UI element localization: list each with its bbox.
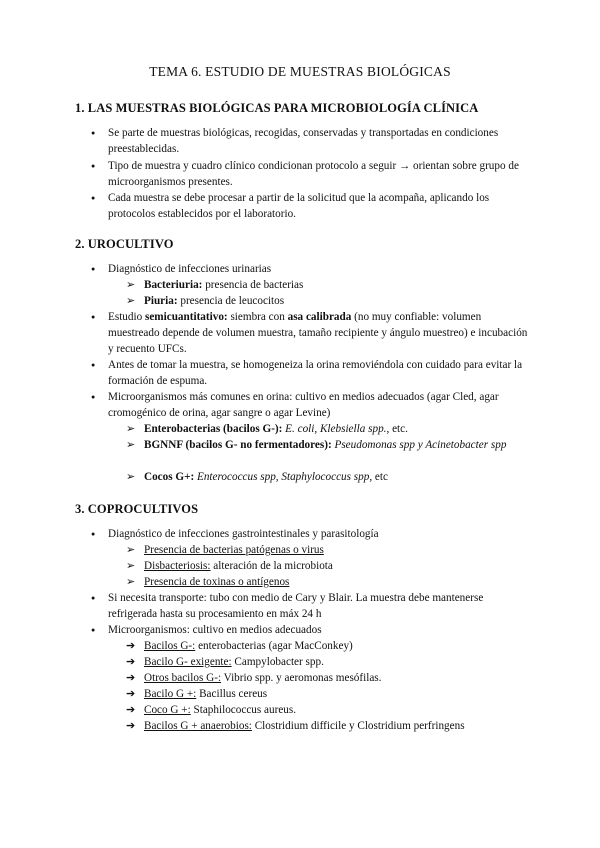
- arrowhead-bullet-icon: ➢: [126, 279, 136, 291]
- right-arrow-icon: ➔: [126, 640, 136, 652]
- list-item: ● Diagnóstico de infecciones gastrointestinales y parasitología: [108, 526, 528, 542]
- arrowhead-bullet-icon: ➢: [126, 560, 136, 572]
- arrowhead-bullet-icon: ➢: [126, 544, 136, 556]
- section-1-heading: 1. LAS MUESTRAS BIOLÓGICAS PARA MICROBIOLOGÍA CLÍNICA: [75, 101, 479, 115]
- sub-list-item: ➢ Piuria: presencia de leucocitos: [126, 295, 285, 307]
- arrowhead-bullet-icon: ➢: [126, 439, 136, 451]
- document-title: TEMA 6. ESTUDIO DE MUESTRAS BIOLÓGICAS: [149, 64, 451, 79]
- section-2-heading: 2. UROCULTIVO: [75, 237, 174, 251]
- list-item: ● Si necesita transporte: tubo con medio de Cary y Blair. La muestra debe mantenerse refrigerada hasta su procesamiento en máx 24 h: [108, 590, 528, 622]
- right-arrow-icon: ➔: [126, 688, 136, 700]
- list-item: ● Se parte de muestras biológicas, recogidas, conservadas y transportadas en condiciones preestablecidas.: [108, 125, 528, 157]
- right-arrow-icon: ➔: [126, 656, 136, 668]
- list-item: ● Tipo de muestra y cuadro clínico condicionan protocolo a seguir → orientan sobre grupo de microorganismos presentes.: [108, 158, 528, 190]
- sub-list-item: ➢ Cocos G+: Enterococcus spp, Staphylococcus spp, etc: [126, 471, 388, 483]
- list-item: ● Microorganismos: cultivo en medios adecuados: [108, 622, 528, 638]
- list-item: ● Microorganismos más comunes en orina: cultivo en medios adecuados (agar Cled, agar cromogénico de orina, agar sangre o agar Levine): [108, 389, 528, 421]
- arrowhead-bullet-icon: ➢: [126, 423, 136, 435]
- arrow-list-item: ➔ Coco G +: Staphilococcus aureus.: [126, 704, 297, 716]
- sub-list-item: ➢ Presencia de bacterias patógenas o virus: [126, 544, 324, 556]
- arrow-list-item: ➔ Otros bacilos G-: Vibrio spp. y aeromonas mesófilas.: [126, 672, 382, 684]
- list-item: ● Estudio semicuantitativo: siembra con asa calibrada (no muy confiable: volumen muestreado depende de volumen muestra, tamaño recipiente y ángulo muestreo) e incubación y recuento UFCs.: [108, 309, 528, 357]
- arrow-list-item: ➔ Bacilo G- exigente: Campylobacter spp.: [126, 656, 324, 668]
- list-item: ● Antes de tomar la muestra, se homogeneiza la orina removiéndola con cuidado para evitar la formación de espuma.: [108, 357, 528, 389]
- right-arrow-icon: ➔: [126, 672, 136, 684]
- arrow-list-item: ➔ Bacilos G-: enterobacterias (agar MacConkey): [126, 640, 353, 652]
- right-arrow-icon: ➔: [126, 704, 136, 716]
- sub-list-item: ➢ Presencia de toxinas o antígenos: [126, 576, 290, 588]
- arrowhead-bullet-icon: ➢: [126, 471, 136, 483]
- sub-list-item: ➢ Enterobacterias (bacilos G-): E. coli, Klebsiella spp., etc.: [126, 423, 408, 435]
- sub-list-item: ➢ Bacteriuria: presencia de bacterias: [126, 279, 304, 291]
- arrow-list-item: ➔ Bacilos G + anaerobios: Clostridium difficile y Clostridium perfringens: [126, 720, 465, 732]
- arrowhead-bullet-icon: ➢: [126, 295, 136, 307]
- list-item: ● Diagnóstico de infecciones urinarias: [108, 261, 528, 277]
- list-item: ● Cada muestra se debe procesar a partir de la solicitud que la acompaña, aplicando los protocolos establecidos por el laboratorio.: [108, 190, 528, 222]
- sub-list-item: ➢ Disbacteriosis: alteración de la microbiota: [126, 560, 333, 572]
- sub-list-item: ➢ BGNNF (bacilos G- no fermentadores): Pseudomonas spp y Acinetobacter spp: [126, 439, 507, 451]
- section-3-heading: 3. COPROCULTIVOS: [75, 502, 199, 516]
- arrowhead-bullet-icon: ➢: [126, 576, 136, 588]
- right-arrow-icon: ➔: [126, 720, 136, 732]
- arrow-list-item: ➔ Bacilo G +: Bacillus cereus: [126, 688, 268, 700]
